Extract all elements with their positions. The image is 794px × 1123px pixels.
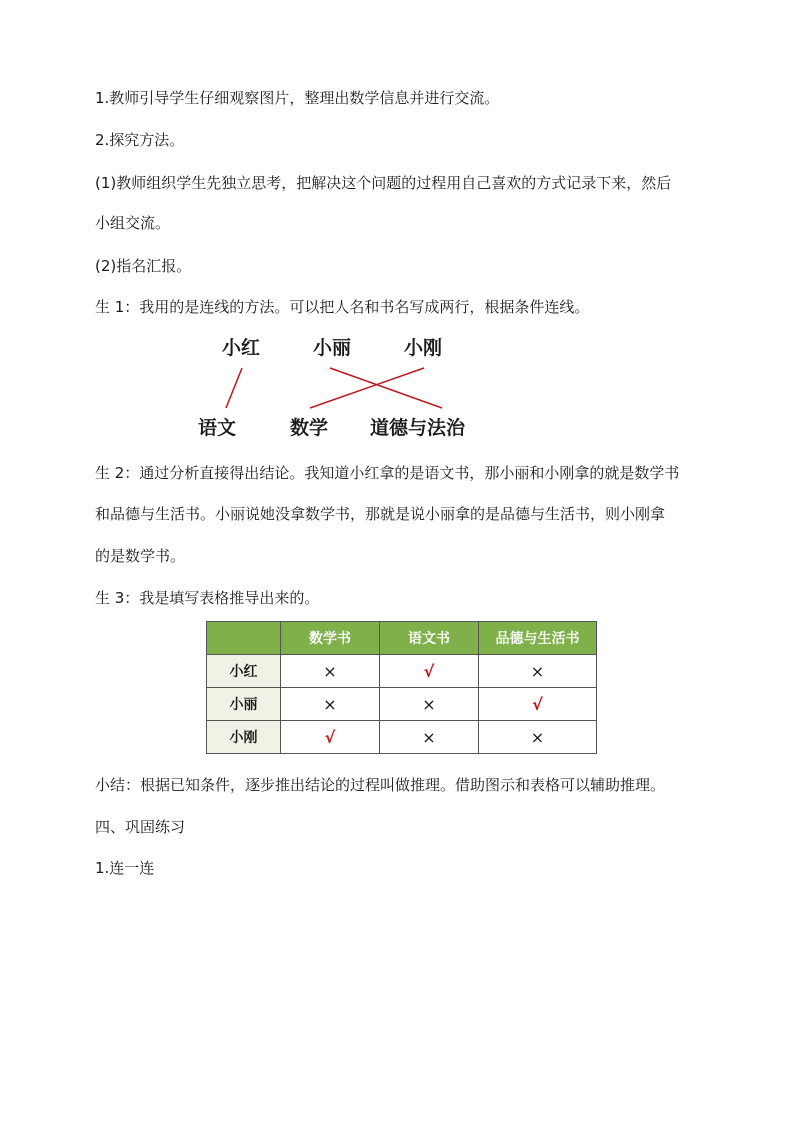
paragraph-summary: 小结：根据已知条件，逐步推出结论的过程叫做推理。借助图示和表格可以辅助推理。 bbox=[95, 776, 666, 794]
table-cell: × bbox=[479, 655, 597, 688]
table-header-row bbox=[207, 622, 597, 655]
table-row-name: 小丽 bbox=[207, 688, 281, 721]
table-row bbox=[207, 688, 597, 721]
matching-diagram bbox=[180, 328, 510, 448]
table-cell: √ bbox=[380, 655, 479, 688]
table-header-chinese: 语文书 bbox=[380, 622, 479, 655]
table-header-math: 数学书 bbox=[281, 622, 380, 655]
paragraph-step1-line1: (1)教师组织学生先独立思考，把解决这个问题的过程用自己喜欢的方式记录下来，然后 bbox=[95, 174, 672, 192]
paragraph-student2-line2: 和品德与生活书。小丽说她没拿数学书，那就是说小丽拿的是品德与生活书，则小刚拿 bbox=[95, 505, 666, 523]
section-heading-practice: 四、巩固练习 bbox=[95, 818, 186, 836]
paragraph-student2-line1: 生 2：通过分析直接得出结论。我知道小红拿的是语文书，那小丽和小刚拿的就是数学书 bbox=[95, 464, 680, 482]
table-cell: × bbox=[380, 688, 479, 721]
table-cell: √ bbox=[281, 721, 380, 754]
diagram-name-xiaogang: 小刚 bbox=[404, 337, 443, 359]
paragraph-observe: 1.教师引导学生仔细观察图片，整理出数学信息并进行交流。 bbox=[95, 89, 500, 107]
table-cell: × bbox=[281, 688, 380, 721]
diagram-book-math: 数学 bbox=[290, 417, 329, 439]
paragraph-student2-line3: 的是数学书。 bbox=[95, 547, 186, 565]
exercise-connect: 1.连一连 bbox=[95, 859, 155, 877]
table-cell: × bbox=[479, 721, 597, 754]
table-row bbox=[207, 721, 597, 754]
paragraph-step1-line2: 小组交流。 bbox=[95, 214, 171, 232]
table-cell: √ bbox=[479, 688, 597, 721]
paragraph-step2: (2)指名汇报。 bbox=[95, 257, 192, 275]
table-cell: × bbox=[380, 721, 479, 754]
table-row-name: 小刚 bbox=[207, 721, 281, 754]
table-header-corner bbox=[207, 622, 281, 655]
table-cell: × bbox=[281, 655, 380, 688]
table-header-morality: 品德与生活书 bbox=[479, 622, 597, 655]
paragraph-student3: 生 3：我是填写表格推导出来的。 bbox=[95, 589, 320, 607]
diagram-book-chinese: 语文 bbox=[198, 417, 237, 439]
diagram-name-xiaoli: 小丽 bbox=[313, 337, 352, 359]
connect-line-xiaoli bbox=[330, 368, 442, 408]
diagram-name-xiaohong: 小红 bbox=[222, 337, 261, 359]
connect-line-xiaogang bbox=[310, 368, 424, 408]
paragraph-student1: 生 1：我用的是连线的方法。可以把人名和书名写成两行，根据条件连线。 bbox=[95, 298, 590, 316]
table-row bbox=[207, 655, 597, 688]
table-row-name: 小红 bbox=[207, 655, 281, 688]
paragraph-explore: 2.探究方法。 bbox=[95, 131, 185, 149]
diagram-book-morality: 道德与法治 bbox=[370, 417, 466, 439]
connect-line-xiaohong bbox=[226, 368, 242, 408]
reasoning-table bbox=[206, 621, 597, 754]
